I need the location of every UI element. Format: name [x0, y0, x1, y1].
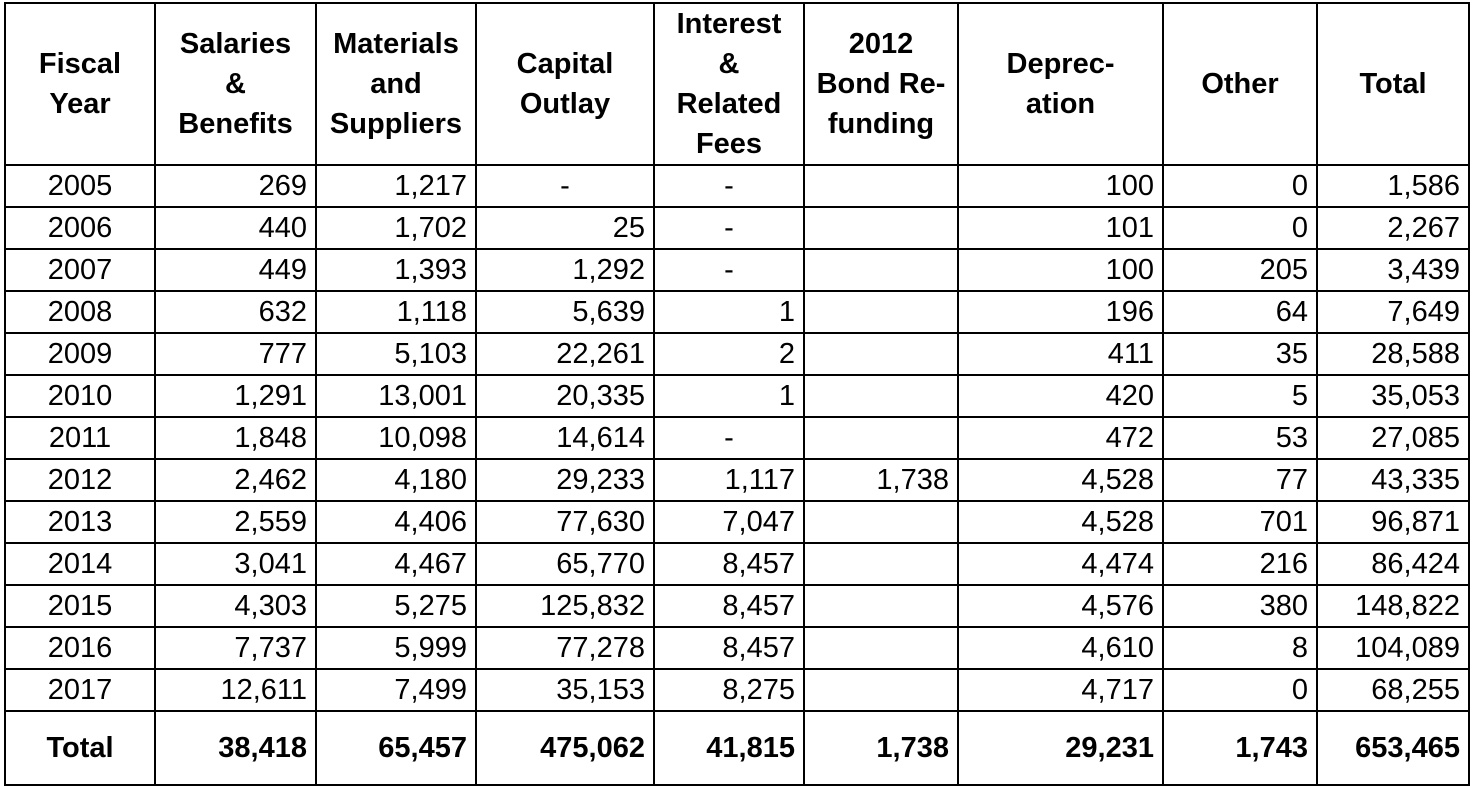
cell-total: 2,267 — [1317, 207, 1469, 249]
table-row — [5, 249, 1469, 291]
cell-total: 68,255 — [1317, 669, 1469, 711]
cell-interest: 1 — [654, 291, 804, 333]
cell-interest: 7,047 — [654, 501, 804, 543]
table-row — [5, 543, 1469, 585]
cell-materials: 5,275 — [316, 585, 476, 627]
cell-materials: 4,467 — [316, 543, 476, 585]
cell-fiscal-year: 2010 — [5, 375, 155, 417]
cell-bond-refunding — [804, 501, 958, 543]
table-row — [5, 627, 1469, 669]
cell-other: 53 — [1163, 417, 1317, 459]
cell-capital-outlay: 35,153 — [476, 669, 654, 711]
cell-materials: 13,001 — [316, 375, 476, 417]
cell-capital-outlay: 5,639 — [476, 291, 654, 333]
cell-salaries: 632 — [155, 291, 316, 333]
cell-total: 3,439 — [1317, 249, 1469, 291]
table-row — [5, 165, 1469, 207]
expenditure-table — [4, 2, 1470, 786]
cell-total: 86,424 — [1317, 543, 1469, 585]
cell-salaries: 2,559 — [155, 501, 316, 543]
total-bond: 1,738 — [804, 711, 958, 785]
header-bond-refunding: 2012 Bond Re- funding — [804, 3, 958, 165]
total-depreciation: 29,231 — [958, 711, 1163, 785]
cell-salaries: 1,848 — [155, 417, 316, 459]
cell-capital-outlay: 77,630 — [476, 501, 654, 543]
cell-bond-refunding — [804, 249, 958, 291]
table-row — [5, 585, 1469, 627]
cell-total: 96,871 — [1317, 501, 1469, 543]
cell-total: 1,586 — [1317, 165, 1469, 207]
cell-capital-outlay: 65,770 — [476, 543, 654, 585]
cell-capital-outlay: - — [476, 165, 654, 207]
cell-fiscal-year: 2007 — [5, 249, 155, 291]
cell-bond-refunding — [804, 669, 958, 711]
cell-other: 205 — [1163, 249, 1317, 291]
cell-bond-refunding — [804, 543, 958, 585]
cell-materials: 4,180 — [316, 459, 476, 501]
table-row — [5, 333, 1469, 375]
cell-other: 216 — [1163, 543, 1317, 585]
cell-interest: 2 — [654, 333, 804, 375]
cell-capital-outlay: 125,832 — [476, 585, 654, 627]
cell-total: 27,085 — [1317, 417, 1469, 459]
cell-fiscal-year: 2006 — [5, 207, 155, 249]
cell-depreciation: 100 — [958, 165, 1163, 207]
cell-bond-refunding — [804, 165, 958, 207]
cell-materials: 1,393 — [316, 249, 476, 291]
cell-interest: 8,457 — [654, 627, 804, 669]
cell-salaries: 449 — [155, 249, 316, 291]
cell-salaries: 12,611 — [155, 669, 316, 711]
cell-salaries: 4,303 — [155, 585, 316, 627]
total-label: Total — [5, 711, 155, 785]
cell-interest: - — [654, 417, 804, 459]
cell-materials: 5,103 — [316, 333, 476, 375]
cell-depreciation: 4,610 — [958, 627, 1163, 669]
cell-depreciation: 4,528 — [958, 459, 1163, 501]
cell-interest: 1,117 — [654, 459, 804, 501]
header-other: Other — [1163, 3, 1317, 165]
table-row — [5, 291, 1469, 333]
cell-capital-outlay: 1,292 — [476, 249, 654, 291]
cell-fiscal-year: 2009 — [5, 333, 155, 375]
table-row — [5, 417, 1469, 459]
table-body — [5, 165, 1469, 711]
cell-interest: - — [654, 207, 804, 249]
cell-interest: - — [654, 165, 804, 207]
cell-other: 0 — [1163, 669, 1317, 711]
header-fiscal-year: Fiscal Year — [5, 3, 155, 165]
cell-depreciation: 196 — [958, 291, 1163, 333]
header-row — [5, 3, 1469, 165]
cell-fiscal-year: 2005 — [5, 165, 155, 207]
total-total: 653,465 — [1317, 711, 1469, 785]
cell-salaries: 440 — [155, 207, 316, 249]
cell-total: 148,822 — [1317, 585, 1469, 627]
cell-interest: 8,275 — [654, 669, 804, 711]
cell-capital-outlay: 77,278 — [476, 627, 654, 669]
cell-materials: 5,999 — [316, 627, 476, 669]
cell-other: 35 — [1163, 333, 1317, 375]
cell-bond-refunding — [804, 417, 958, 459]
cell-total: 43,335 — [1317, 459, 1469, 501]
cell-capital-outlay: 20,335 — [476, 375, 654, 417]
total-other: 1,743 — [1163, 711, 1317, 785]
cell-interest: 8,457 — [654, 543, 804, 585]
cell-materials: 10,098 — [316, 417, 476, 459]
cell-bond-refunding — [804, 375, 958, 417]
cell-salaries: 2,462 — [155, 459, 316, 501]
cell-capital-outlay: 29,233 — [476, 459, 654, 501]
cell-total: 28,588 — [1317, 333, 1469, 375]
cell-depreciation: 4,717 — [958, 669, 1163, 711]
cell-bond-refunding: 1,738 — [804, 459, 958, 501]
cell-salaries: 3,041 — [155, 543, 316, 585]
header-total: Total — [1317, 3, 1469, 165]
cell-depreciation: 4,474 — [958, 543, 1163, 585]
cell-other: 77 — [1163, 459, 1317, 501]
table-row — [5, 501, 1469, 543]
cell-total: 104,089 — [1317, 627, 1469, 669]
cell-depreciation: 101 — [958, 207, 1163, 249]
table-row — [5, 669, 1469, 711]
cell-other: 0 — [1163, 165, 1317, 207]
cell-total: 35,053 — [1317, 375, 1469, 417]
cell-salaries: 7,737 — [155, 627, 316, 669]
total-row — [5, 711, 1469, 785]
cell-salaries: 1,291 — [155, 375, 316, 417]
cell-other: 8 — [1163, 627, 1317, 669]
cell-total: 7,649 — [1317, 291, 1469, 333]
total-salaries: 38,418 — [155, 711, 316, 785]
cell-fiscal-year: 2015 — [5, 585, 155, 627]
cell-interest: 8,457 — [654, 585, 804, 627]
cell-depreciation: 420 — [958, 375, 1163, 417]
cell-other: 0 — [1163, 207, 1317, 249]
cell-materials: 4,406 — [316, 501, 476, 543]
table-row — [5, 207, 1469, 249]
table-row — [5, 459, 1469, 501]
cell-interest: 1 — [654, 375, 804, 417]
cell-salaries: 269 — [155, 165, 316, 207]
cell-fiscal-year: 2008 — [5, 291, 155, 333]
cell-bond-refunding — [804, 585, 958, 627]
cell-bond-refunding — [804, 291, 958, 333]
cell-fiscal-year: 2011 — [5, 417, 155, 459]
cell-materials: 1,118 — [316, 291, 476, 333]
cell-bond-refunding — [804, 207, 958, 249]
total-interest: 41,815 — [654, 711, 804, 785]
cell-depreciation: 411 — [958, 333, 1163, 375]
cell-capital-outlay: 14,614 — [476, 417, 654, 459]
cell-other: 64 — [1163, 291, 1317, 333]
header-materials-suppliers: Materials and Suppliers — [316, 3, 476, 165]
cell-fiscal-year: 2016 — [5, 627, 155, 669]
cell-depreciation: 472 — [958, 417, 1163, 459]
cell-other: 5 — [1163, 375, 1317, 417]
cell-materials: 7,499 — [316, 669, 476, 711]
cell-bond-refunding — [804, 333, 958, 375]
header-capital-outlay: Capital Outlay — [476, 3, 654, 165]
cell-bond-refunding — [804, 627, 958, 669]
header-interest-fees: Interest & Related Fees — [654, 3, 804, 165]
header-depreciation: Deprec- ation — [958, 3, 1163, 165]
cell-materials: 1,702 — [316, 207, 476, 249]
cell-fiscal-year: 2012 — [5, 459, 155, 501]
header-salaries-benefits: Salaries & Benefits — [155, 3, 316, 165]
cell-fiscal-year: 2017 — [5, 669, 155, 711]
cell-materials: 1,217 — [316, 165, 476, 207]
cell-fiscal-year: 2014 — [5, 543, 155, 585]
cell-fiscal-year: 2013 — [5, 501, 155, 543]
cell-depreciation: 4,576 — [958, 585, 1163, 627]
cell-other: 701 — [1163, 501, 1317, 543]
cell-interest: - — [654, 249, 804, 291]
total-materials: 65,457 — [316, 711, 476, 785]
cell-capital-outlay: 22,261 — [476, 333, 654, 375]
table-row — [5, 375, 1469, 417]
cell-capital-outlay: 25 — [476, 207, 654, 249]
cell-salaries: 777 — [155, 333, 316, 375]
cell-other: 380 — [1163, 585, 1317, 627]
total-capital: 475,062 — [476, 711, 654, 785]
cell-depreciation: 4,528 — [958, 501, 1163, 543]
cell-depreciation: 100 — [958, 249, 1163, 291]
